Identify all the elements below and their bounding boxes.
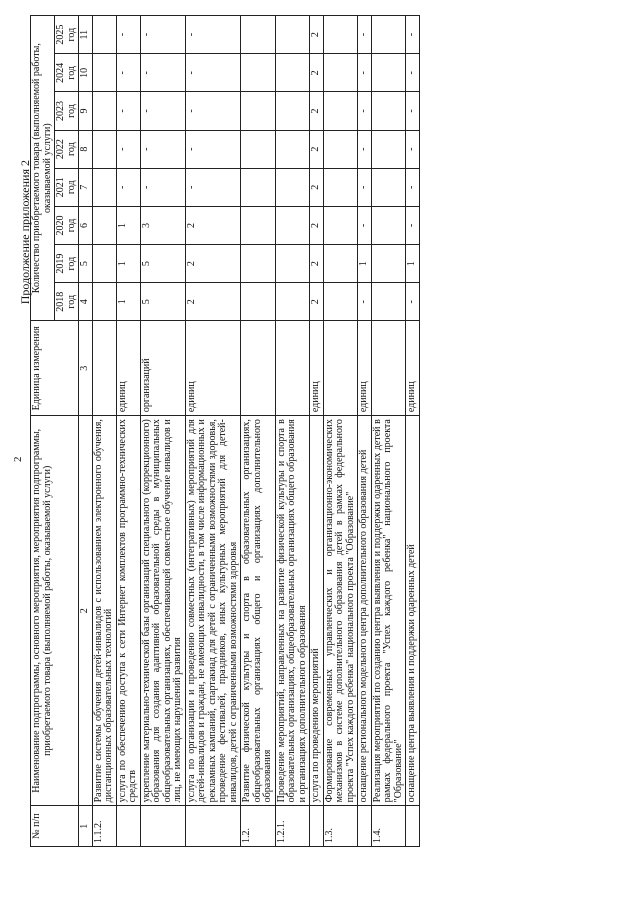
- row-value: 1: [358, 245, 372, 283]
- row-name: оснащение регионального модельного центра дополнительного образования детей: [358, 416, 372, 806]
- header-year: 2023 год: [55, 92, 79, 130]
- row-value: -: [358, 92, 372, 130]
- row-value: [275, 16, 310, 54]
- table-row: [92, 16, 116, 847]
- row-value: 2: [310, 168, 324, 206]
- row-name: Проведение мероприятий, направленных на развитие физической культуры и спорта в образовательных организациях, общеобразовательных организациях общего образования и организациях дополнительного образования: [275, 416, 310, 806]
- row-value: [92, 92, 116, 130]
- row-value: -: [358, 16, 372, 54]
- row-value: [323, 130, 358, 168]
- table-row: [140, 16, 185, 847]
- row-value: [371, 16, 406, 54]
- row-value: [241, 206, 276, 244]
- row-number: [140, 806, 185, 847]
- row-unit: [275, 321, 310, 416]
- row-number: [116, 806, 140, 847]
- column-number: 4: [79, 283, 93, 321]
- row-unit: [92, 321, 116, 416]
- row-value: -: [406, 283, 420, 321]
- row-value: [92, 283, 116, 321]
- row-value: -: [140, 168, 185, 206]
- row-name: услуга по организации и проведению совместных (интегративных) мероприятий для детей-инвалидов и граждан, не имеющих инвалидности, в том числе информационных и рекламных кампаний, спартакиад для детей с ограниченными возможностями здоровья, проведение фестивалей, праздников, иных культурных мероприятий для детей-инвалидов, детей с ограниченными возможностями здоровья: [185, 416, 241, 806]
- table-row: [241, 16, 276, 847]
- row-value: [275, 54, 310, 92]
- row-value: [92, 16, 116, 54]
- header-unit: Единица измерения: [31, 321, 79, 416]
- row-value: 5: [140, 245, 185, 283]
- column-number: 3: [79, 321, 93, 416]
- row-number: 1.2.: [241, 806, 276, 847]
- row-value: -: [140, 16, 185, 54]
- row-value: -: [406, 130, 420, 168]
- row-name: Реализация мероприятий по созданию центра выявления и поддержки одаренных детей в рамках федерального проекта "Успех каждого ребенка" национального проекта "Образование": [371, 416, 406, 806]
- row-value: 1: [116, 206, 140, 244]
- table-row: [406, 16, 420, 847]
- row-value: [275, 92, 310, 130]
- row-value: 2: [310, 16, 324, 54]
- column-number: 9: [79, 92, 93, 130]
- row-unit: единиц: [185, 321, 241, 416]
- row-name: оснащение центра выявления и поддержки одаренных детей: [406, 416, 420, 806]
- row-value: [275, 130, 310, 168]
- header-year: 2022 год: [55, 130, 79, 168]
- column-number: 5: [79, 245, 93, 283]
- row-value: -: [140, 54, 185, 92]
- column-number: 11: [79, 16, 93, 54]
- row-value: [92, 206, 116, 244]
- row-value: -: [358, 168, 372, 206]
- header-year: 2019 год: [55, 245, 79, 283]
- row-value: -: [116, 16, 140, 54]
- row-name: Развитие системы обучения детей-инвалидов с использованием электронного обучения, дистанционных образовательных технологий: [92, 416, 116, 806]
- row-value: 2: [310, 130, 324, 168]
- row-name: Развитие физической культуры и спорта в образовательных организациях, общеобразовательных организациях общего и организациях дополнительного образования: [241, 416, 276, 806]
- row-value: -: [185, 168, 241, 206]
- table-row: [371, 16, 406, 847]
- row-value: [92, 130, 116, 168]
- row-value: 3: [140, 206, 185, 244]
- row-value: 2: [185, 206, 241, 244]
- row-unit: [371, 321, 406, 416]
- header-year: 2024 год: [55, 54, 79, 92]
- page-number: 2: [12, 456, 24, 462]
- row-value: [323, 245, 358, 283]
- header-year: 2025 год: [55, 16, 79, 54]
- row-value: 1: [406, 245, 420, 283]
- row-value: -: [116, 92, 140, 130]
- row-name: услуга по обеспечению доступа к сети Интернет комплектов программно-технических средств: [116, 416, 140, 806]
- column-numbers: [79, 16, 93, 847]
- table-row: [323, 16, 358, 847]
- row-value: -: [406, 168, 420, 206]
- row-unit: [241, 321, 276, 416]
- header-name: Наименование подпрограммы, основного мероприятия, мероприятия подпрограммы, приобретаемого товара (выполняемой работы, оказываемой услуги): [31, 416, 79, 806]
- row-value: [241, 54, 276, 92]
- row-value: [275, 206, 310, 244]
- row-value: [323, 92, 358, 130]
- row-number: 1.3.: [323, 806, 358, 847]
- row-value: [241, 283, 276, 321]
- column-number: 10: [79, 54, 93, 92]
- row-value: -: [140, 130, 185, 168]
- row-value: 2: [310, 245, 324, 283]
- row-number: [310, 806, 324, 847]
- row-value: -: [358, 206, 372, 244]
- row-value: 5: [140, 283, 185, 321]
- column-number: 6: [79, 206, 93, 244]
- row-value: 2: [310, 206, 324, 244]
- row-value: [371, 283, 406, 321]
- row-value: [241, 16, 276, 54]
- row-number: 1.1.2.: [92, 806, 116, 847]
- row-value: -: [116, 168, 140, 206]
- column-number: 7: [79, 168, 93, 206]
- row-value: [241, 130, 276, 168]
- row-value: 2: [185, 283, 241, 321]
- row-value: [371, 92, 406, 130]
- row-value: -: [185, 16, 241, 54]
- row-value: -: [406, 54, 420, 92]
- row-value: [275, 168, 310, 206]
- row-value: 2: [185, 245, 241, 283]
- row-value: [323, 16, 358, 54]
- row-value: -: [185, 130, 241, 168]
- row-value: -: [185, 54, 241, 92]
- row-number: [358, 806, 372, 847]
- procurement-table: [30, 15, 420, 847]
- row-value: -: [116, 130, 140, 168]
- row-value: [92, 54, 116, 92]
- row-value: [323, 54, 358, 92]
- row-value: 2: [310, 92, 324, 130]
- table-row: [185, 16, 241, 847]
- row-value: [323, 283, 358, 321]
- row-value: [371, 168, 406, 206]
- row-value: -: [406, 16, 420, 54]
- row-value: [371, 206, 406, 244]
- row-value: [241, 168, 276, 206]
- row-value: -: [406, 92, 420, 130]
- row-unit: единиц: [358, 321, 372, 416]
- row-value: -: [358, 54, 372, 92]
- row-value: [241, 92, 276, 130]
- column-number: 2: [79, 416, 93, 806]
- continuation-note: Продолжение приложения 2: [18, 160, 32, 305]
- row-value: [371, 54, 406, 92]
- column-number: 1: [79, 806, 93, 847]
- table-row: [358, 16, 372, 847]
- row-value: 2: [310, 54, 324, 92]
- table-row: [275, 16, 310, 847]
- row-number: [406, 806, 420, 847]
- row-number: 1.2.1.: [275, 806, 310, 847]
- row-name: услуга по проведению мероприятий: [310, 416, 324, 806]
- row-value: 1: [116, 245, 140, 283]
- row-value: -: [358, 130, 372, 168]
- row-value: -: [116, 54, 140, 92]
- row-value: [323, 206, 358, 244]
- row-unit: единиц: [116, 321, 140, 416]
- row-value: [323, 168, 358, 206]
- row-value: -: [185, 92, 241, 130]
- row-value: -: [358, 283, 372, 321]
- row-value: -: [406, 206, 420, 244]
- row-value: [92, 168, 116, 206]
- row-unit: единиц: [406, 321, 420, 416]
- row-name: Формирование современных управленческих и организационно-экономических механизмов в системе дополнительного образования детей в рамках федерального проекта "Успех каждого ребенка" национального проекта "Образование": [323, 416, 358, 806]
- row-value: [241, 245, 276, 283]
- row-number: 1.4.: [371, 806, 406, 847]
- row-value: -: [140, 92, 185, 130]
- row-name: укрепление материально-технической базы организаций специального (коррекционного) образования для создания адаптивной образовательной среды в муниципальных общеобразовательных организациях, обеспечивающей совместное обучение инвалидов и лиц, не имеющих нарушений развития: [140, 416, 185, 806]
- row-value: [275, 245, 310, 283]
- table-row: [310, 16, 324, 847]
- header-year: 2020 год: [55, 206, 79, 244]
- row-value: [371, 130, 406, 168]
- row-value: 2: [310, 283, 324, 321]
- header-qty: Количество приобретаемого товара (выполняемой работы, оказываемой услуги): [31, 16, 55, 321]
- column-number: 8: [79, 130, 93, 168]
- row-value: [92, 245, 116, 283]
- row-value: [275, 283, 310, 321]
- row-value: 1: [116, 283, 140, 321]
- row-unit: единиц: [310, 321, 324, 416]
- header-year: 2021 год: [55, 168, 79, 206]
- header-year: 2018 год: [55, 283, 79, 321]
- row-unit: [323, 321, 358, 416]
- row-value: [371, 245, 406, 283]
- header-no: № п/п: [31, 806, 79, 847]
- row-unit: организаций: [140, 321, 185, 416]
- row-number: [185, 806, 241, 847]
- table-body: [92, 16, 419, 847]
- table-row: [116, 16, 140, 847]
